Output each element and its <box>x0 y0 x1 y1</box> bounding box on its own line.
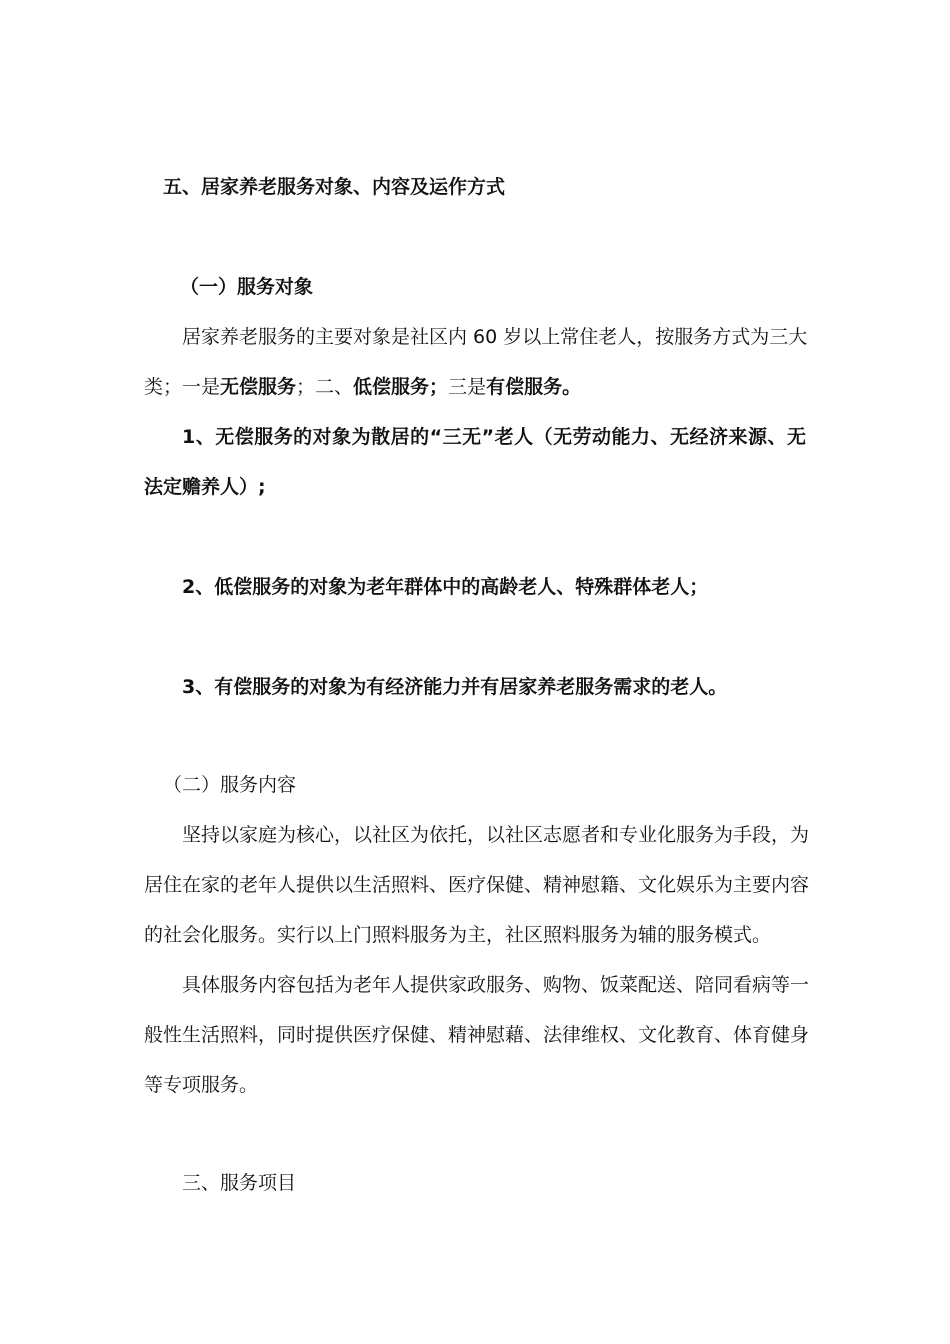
text-run: 类；一是 <box>144 376 221 398</box>
paragraph-line <box>144 374 581 400</box>
list-item-1-line: 法定赡养人）; <box>144 476 266 498</box>
paragraph-line: 坚持以家庭为核心，以社区为依托，以社区志愿者和专业化服务为手段，为 <box>182 824 810 846</box>
text-run: 三是 <box>448 376 487 398</box>
list-item-2: 2、低偿服务的对象为老年群体中的高龄老人、特殊群体老人； <box>182 576 709 598</box>
paragraph-line: 般性生活照料，同时提供医疗保健、精神慰藉、法律维权、文化教育、体育健身 <box>144 1024 810 1046</box>
section-title-service-items: 三、服务项目 <box>182 1172 297 1194</box>
paragraph-line: 居住在家的老年人提供以生活照料、医疗保健、精神慰籍、文化娱乐为主要内容 <box>144 874 810 896</box>
subsection-title-service-content: （二）服务内容 <box>163 774 297 796</box>
subsection-title-service-targets: （一）服务对象 <box>180 276 314 298</box>
paragraph-line: 等专项服务。 <box>144 1074 259 1096</box>
list-item-3: 3、有偿服务的对象为有经济能力并有居家养老服务需求的老人。 <box>182 676 728 698</box>
paragraph-line: 居家养老服务的主要对象是社区内 60 岁以上常住老人，按服务方式为三大 <box>182 326 808 348</box>
text-run-bold: 低偿服务； <box>353 376 449 398</box>
section-heading: 五、居家养老服务对象、内容及运作方式 <box>163 176 506 198</box>
paragraph-line: 的社会化服务。实行以上门照料服务为主，社区照料服务为辅的服务模式。 <box>144 924 772 946</box>
text-run-bold: 有偿服务。 <box>486 376 582 398</box>
text-run-bold: 无偿服务 <box>220 376 297 398</box>
list-item-1-line: 1、无偿服务的对象为散居的“三无”老人（无劳动能力、无经济来源、无 <box>182 426 806 448</box>
paragraph-line: 具体服务内容包括为老年人提供家政服务、购物、饭菜配送、陪同看病等一 <box>182 974 810 996</box>
text-run: ；二、 <box>296 376 354 398</box>
